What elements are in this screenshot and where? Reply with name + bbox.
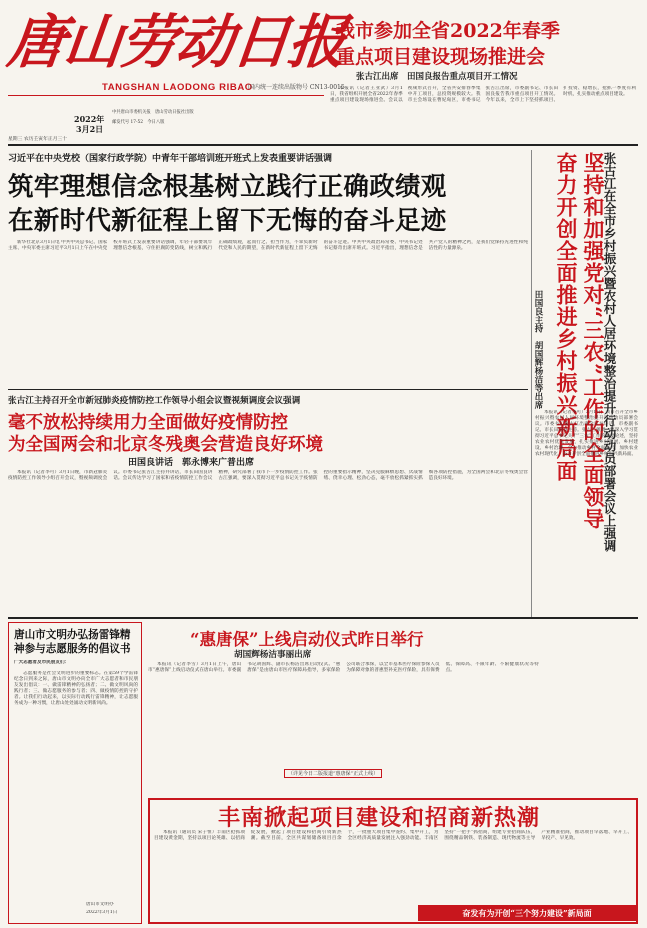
lead-story-body: 新华社北京3月1日电 中共中央总书记、国家主席、中央军委主席习近平3月1日上午在中央党校开班式上发表重要讲话强调，年轻干部要筑牢理想信念根基，守住拒腐防变防线，树立和践行正确政绩观，起而行之、担当作为，不辜负新时代党和人民的期望，在新时代新征程上留下无悔的奋斗足迹。中共中央政治局常委、中央书记处书记蔡奇出席开班式。习近平指出，理想信念是共产党人的精神之钙，是我们党保持先进性和纯洁性的力量源泉。 [8, 240, 528, 251]
newspaper-english-name: TANGSHAN LAODONG RIBAO [102, 82, 253, 93]
right-story-title-line2[interactable]: 奋力开创全面推进乡村振兴新局面 [554, 152, 579, 482]
lead-story-kicker: 习近平在中央党校（国家行政学院）中青年干部培训班开班式上发表重要讲话强调 [8, 154, 333, 164]
calendar-line: 星期三 农历壬寅年正月三十 [8, 137, 68, 142]
proposal-body: 志愿服务是社会文明进步的重要标志。在第59个学雷锋纪念日到来之际，唐山市文明办向全市广大志愿者和市民朋友发出倡议：一、做雷锋精神的弘扬者；二、做文明风尚的践行者；三、做志愿服务的参与者；四、做疫情防控的守护者。让我们行动起来，以实际行动践行雷锋精神，让志愿服务成为一种习惯，让唐山处处涌动文明新风尚。 [14, 671, 138, 706]
lead-story-divider [8, 389, 528, 390]
right-story-subtitle: 田国良主持 胡国辉杨洁等出席 [533, 290, 543, 409]
newspaper-logo: 唐山劳动日报 [4, 8, 348, 76]
top-story-subtitle: 张古江出席 田国良报告重点项目开工情况 [356, 72, 518, 82]
middle-story-subtitle: 胡国辉杨洁事丽出席 [234, 650, 312, 660]
second-story-title-line2[interactable]: 为全国两会和北京冬残奥会营造良好环境 [8, 435, 323, 455]
second-story-divider [8, 617, 638, 619]
bottom-banner-slogan: 奋发有为开创“三个努力建设”新局面 [418, 905, 636, 921]
publisher-info: 中共唐山市委机关报 唐山劳动日报社出版 [112, 110, 194, 115]
middle-story-title[interactable]: “惠唐保”上线启动仪式昨日举行 [190, 630, 424, 649]
lead-story-title-line2[interactable]: 在新时代新征程上留下无悔的奋斗足迹 [8, 206, 447, 236]
second-story-subtitle: 田国良讲话 郭永博来广普出席 [128, 458, 255, 468]
masthead-rule [8, 95, 324, 96]
bottom-story-body: 本报讯（通讯员 宋子恒）丰南区抢抓项目建设黄金期，坚持以项目论英雄、以招商促发展，掀起了项目建设和招商引资新热潮。截至目前，全区共谋划储备项目百余个，一批重大项目集中签约、集中开工，为全区经济高质量发展注入强劲动能。丰南区坚持“一把手”抓招商，组建专业招商队伍，围绕精品钢铁、装备制造、现代物流等主导产业精准招商，推动项目早落地、早开工、早投产、早见效。 [154, 830, 632, 841]
proposal-signature: 唐山市文明办 [86, 902, 114, 907]
second-story-title-line1[interactable]: 毫不放松持续用力全面做好疫情防控 [8, 413, 288, 433]
issue-year: 2022年 [74, 114, 105, 124]
middle-story-body: 本报讯（记者李雪）3月1日上午，唐山市“惠唐保”上线启动仪式在唐山举行。市委副书记胡国辉、副市长杨洁出席启动仪式。“惠唐保”是由唐山市医疗保障局指导，多家保险公司联合承保，以全市基本医疗保险参保人员为保障对象的普惠型补充医疗保险，具有保费低、保障高、不限年龄、不限健康状况等特点。 [148, 662, 539, 673]
top-story-title-line2[interactable]: 重点项目建设现场推进会 [336, 46, 546, 68]
proposal-date: 2022年3月1日 [86, 910, 118, 915]
proposal-title[interactable]: 唐山市文明办弘扬雷锋精神参与志愿服务的倡议书 [14, 629, 131, 655]
second-story-kicker: 张古江主持召开全市新冠肺炎疫情防控工作领导小组会议暨视频调度会议强调 [8, 396, 301, 406]
bottom-story-title[interactable]: 丰南掀起项目建设和招商新热潮 [218, 805, 541, 831]
masthead-bottom-rule [8, 144, 638, 146]
right-story-kicker: 张古江在全市乡村振兴暨农村人居环境整治提升行动动员部署会议上强调 [602, 152, 617, 552]
second-story-body: 本报讯（记者李可）3月1日晚，市新冠肺炎疫情防控工作领导小组召开会议，暨视频调度会议。市委书记张古江主持并讲话，市长田国良讲话。会议传达学习了国家和省疫情防控工作会议精神，研究部署了我市下一步疫情防控工作。张古江强调，要深入贯彻习近平总书记关于疫情防控的重要指示精神，坚决克服麻痹思想、厌战情绪、侥幸心理、松劲心态，毫不放松抓紧抓实抓细各项防控措施，为全国两会和北京冬残奥会营造良好环境。 [8, 470, 528, 481]
cn-serial-number: 国内统一连续出版物号 CN13-0015 [248, 84, 345, 91]
proposal-salutation: 广大志愿者及市民朋友们： [14, 660, 70, 665]
top-story-body: 本报讯（记者王亚武）3月1日，我省组织开展全省2022年春季重点项目建设现场推进会。会议以视频形式召开，全省共安排春季集中开工项目，总投资规模较大。我市主会场设在曹妃甸区，市委书记张古江出席，市委副书记、市长田国良报告我市重点项目开工情况。今年以来，全市上下坚持抓项目、扩投资、稳增长，抢抓一季度有利时机，扎实推动重点项目建设。 [330, 86, 636, 103]
issue-date: 3月2日 [76, 124, 104, 134]
top-story-title-line1[interactable]: 我市参加全省2022年春季 [336, 20, 560, 42]
postal-info: 邮发代号 17-52 今日八版 [112, 120, 165, 125]
right-story-body: 本报讯（记者李可）3月1日，我市召开全市乡村振兴暨农村人居环境整治提升行动动员部署会议。市委书记张古江出席会议并讲话，市委副书记、市长田国良主持。张古江强调，要深入学习贯彻习近平总书记关于“三农”工作的重要论述，坚持农业农村优先发展，扎实推进乡村发展、乡村建设、乡村治理，全力推动乡村全面振兴，加快农业农村现代化，奋力开创全面推进乡村振兴新局面。 [535, 410, 638, 457]
middle-story-related-link[interactable]: （详见今日二版报道“惠唐保”正式上线） [284, 769, 382, 778]
right-story-title-line1[interactable]: 坚持和加强党对“三农”工作的全面领导 [581, 152, 606, 531]
lead-story-title-line1[interactable]: 筑牢理想信念根基树立践行正确政绩观 [8, 172, 447, 202]
